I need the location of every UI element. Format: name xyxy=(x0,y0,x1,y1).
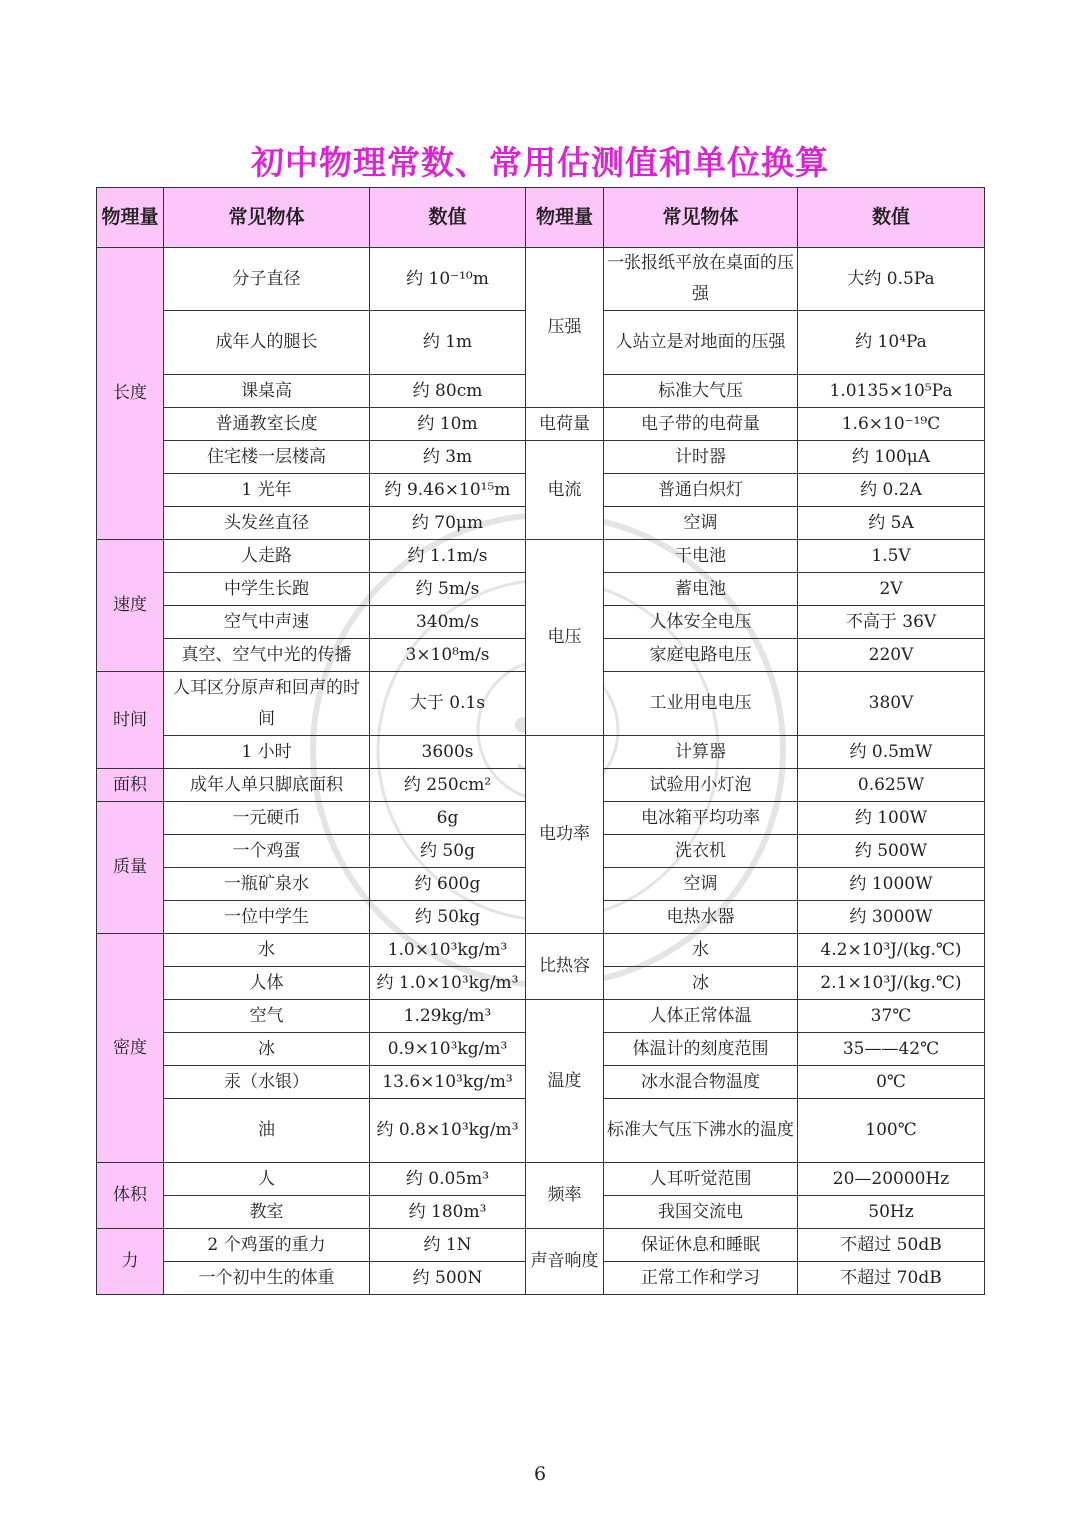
value-cell: 约 0.05m³ xyxy=(370,1163,526,1196)
object-cell: 水 xyxy=(164,934,370,967)
header-quantity: 物理量 xyxy=(526,188,604,248)
value-cell: 约 1.1m/s xyxy=(370,540,526,573)
value-cell: 约 500W xyxy=(798,835,985,868)
object-cell: 试验用小灯泡 xyxy=(604,769,798,802)
object-cell: 冰 xyxy=(604,967,798,1000)
object-cell: 空调 xyxy=(604,507,798,540)
object-cell: 头发丝直径 xyxy=(164,507,370,540)
object-cell: 普通教室长度 xyxy=(164,408,370,441)
object-cell: 体温计的刻度范围 xyxy=(604,1033,798,1066)
object-cell: 空气中声速 xyxy=(164,606,370,639)
value-cell: 大约 0.5Pa xyxy=(798,248,985,311)
object-cell: 我国交流电 xyxy=(604,1196,798,1229)
object-cell: 汞（水银） xyxy=(164,1066,370,1099)
object-cell: 空调 xyxy=(604,868,798,901)
value-cell: 约 1000W xyxy=(798,868,985,901)
value-cell: 约 70μm xyxy=(370,507,526,540)
value-cell: 约 600g xyxy=(370,868,526,901)
object-cell: 普通白炽灯 xyxy=(604,474,798,507)
value-cell: 100℃ xyxy=(798,1099,985,1163)
value-cell: 约 80cm xyxy=(370,375,526,408)
header-value: 数值 xyxy=(798,188,985,248)
value-cell: 约 10m xyxy=(370,408,526,441)
table-header-row xyxy=(97,188,985,248)
value-cell: 35——42℃ xyxy=(798,1033,985,1066)
quantity-cell: 长度 xyxy=(97,248,164,540)
quantity-cell: 体积 xyxy=(97,1163,164,1229)
value-cell: 3600s xyxy=(370,736,526,769)
value-cell: 约 10⁴Pa xyxy=(798,311,985,375)
object-cell: 一瓶矿泉水 xyxy=(164,868,370,901)
value-cell: 37℃ xyxy=(798,1000,985,1033)
object-cell: 洗衣机 xyxy=(604,835,798,868)
object-cell: 电热水器 xyxy=(604,901,798,934)
object-cell: 人站立是对地面的压强 xyxy=(604,311,798,375)
table-row xyxy=(97,1163,985,1196)
table-row xyxy=(97,248,985,311)
value-cell: 约 5m/s xyxy=(370,573,526,606)
object-cell: 人体正常体温 xyxy=(604,1000,798,1033)
value-cell: 约 50kg xyxy=(370,901,526,934)
value-cell: 220V xyxy=(798,639,985,672)
quantity-cell: 温度 xyxy=(526,1000,604,1163)
value-cell: 2.1×10³J/(kg.℃) xyxy=(798,967,985,1000)
object-cell: 教室 xyxy=(164,1196,370,1229)
value-cell: 约 1.0×10³kg/m³ xyxy=(370,967,526,1000)
value-cell: 1.6×10⁻¹⁹C xyxy=(798,408,985,441)
value-cell: 1.0135×10⁵Pa xyxy=(798,375,985,408)
value-cell: 0.625W xyxy=(798,769,985,802)
object-cell: 家庭电路电压 xyxy=(604,639,798,672)
value-cell: 约 0.5mW xyxy=(798,736,985,769)
table-row xyxy=(97,1000,985,1033)
page-title: 初中物理常数、常用估测值和单位换算 xyxy=(251,143,829,182)
value-cell: 约 1N xyxy=(370,1229,526,1262)
object-cell: 保证休息和睡眠 xyxy=(604,1229,798,1262)
value-cell: 约 0.2A xyxy=(798,474,985,507)
object-cell: 冰 xyxy=(164,1033,370,1066)
value-cell: 0.9×10³kg/m³ xyxy=(370,1033,526,1066)
object-cell: 空气 xyxy=(164,1000,370,1033)
object-cell: 人耳听觉范围 xyxy=(604,1163,798,1196)
physics-constants-table xyxy=(96,187,985,1295)
quantity-cell: 压强 xyxy=(526,248,604,408)
table-row xyxy=(97,540,985,573)
quantity-cell: 频率 xyxy=(526,1163,604,1229)
object-cell: 蓄电池 xyxy=(604,573,798,606)
object-cell: 电冰箱平均功率 xyxy=(604,802,798,835)
quantity-cell: 电功率 xyxy=(526,736,604,934)
object-cell: 2 个鸡蛋的重力 xyxy=(164,1229,370,1262)
value-cell: 不超过 70dB xyxy=(798,1262,985,1295)
value-cell: 13.6×10³kg/m³ xyxy=(370,1066,526,1099)
object-cell: 人体 xyxy=(164,967,370,1000)
value-cell: 约 250cm² xyxy=(370,769,526,802)
header-value: 数值 xyxy=(370,188,526,248)
value-cell: 约 5A xyxy=(798,507,985,540)
object-cell: 人走路 xyxy=(164,540,370,573)
value-cell: 3×10⁸m/s xyxy=(370,639,526,672)
value-cell: 约 1m xyxy=(370,311,526,375)
header-object: 常见物体 xyxy=(604,188,798,248)
object-cell: 人耳区分原声和回声的时间 xyxy=(164,672,370,736)
object-cell: 标准大气压下沸水的温度 xyxy=(604,1099,798,1163)
object-cell: 一个初中生的体重 xyxy=(164,1262,370,1295)
value-cell: 340m/s xyxy=(370,606,526,639)
quantity-cell: 密度 xyxy=(97,934,164,1163)
value-cell: 约 3m xyxy=(370,441,526,474)
value-cell: 约 50g xyxy=(370,835,526,868)
value-cell: 约 9.46×10¹⁵m xyxy=(370,474,526,507)
object-cell: 住宅楼一层楼高 xyxy=(164,441,370,474)
quantity-cell: 电荷量 xyxy=(526,408,604,441)
object-cell: 工业用电电压 xyxy=(604,672,798,736)
object-cell: 一个鸡蛋 xyxy=(164,835,370,868)
object-cell: 一张报纸平放在桌面的压强 xyxy=(604,248,798,311)
table-row xyxy=(97,1229,985,1262)
table-row xyxy=(97,441,985,474)
object-cell: 正常工作和学习 xyxy=(604,1262,798,1295)
object-cell: 人 xyxy=(164,1163,370,1196)
value-cell: 50Hz xyxy=(798,1196,985,1229)
value-cell: 不高于 36V xyxy=(798,606,985,639)
object-cell: 计时器 xyxy=(604,441,798,474)
object-cell: 水 xyxy=(604,934,798,967)
quantity-cell: 力 xyxy=(97,1229,164,1295)
quantity-cell: 质量 xyxy=(97,802,164,934)
value-cell: 约 0.8×10³kg/m³ xyxy=(370,1099,526,1163)
object-cell: 油 xyxy=(164,1099,370,1163)
object-cell: 标准大气压 xyxy=(604,375,798,408)
quantity-cell: 速度 xyxy=(97,540,164,672)
quantity-cell: 时间 xyxy=(97,672,164,769)
table-row xyxy=(97,934,985,967)
table-row xyxy=(97,736,985,769)
header-quantity: 物理量 xyxy=(97,188,164,248)
object-cell: 计算器 xyxy=(604,736,798,769)
value-cell: 20—20000Hz xyxy=(798,1163,985,1196)
value-cell: 约 100W xyxy=(798,802,985,835)
value-cell: 约 10⁻¹⁰m xyxy=(370,248,526,311)
value-cell: 0℃ xyxy=(798,1066,985,1099)
object-cell: 人体安全电压 xyxy=(604,606,798,639)
value-cell: 1.5V xyxy=(798,540,985,573)
value-cell: 约 100μA xyxy=(798,441,985,474)
page-number: 6 xyxy=(533,1463,547,1485)
object-cell: 1 小时 xyxy=(164,736,370,769)
value-cell: 380V xyxy=(798,672,985,736)
object-cell: 真空、空气中光的传播 xyxy=(164,639,370,672)
value-cell: 2V xyxy=(798,573,985,606)
value-cell: 1.0×10³kg/m³ xyxy=(370,934,526,967)
value-cell: 4.2×10³J/(kg.℃) xyxy=(798,934,985,967)
value-cell: 1.29kg/m³ xyxy=(370,1000,526,1033)
value-cell: 约 180m³ xyxy=(370,1196,526,1229)
object-cell: 电子带的电荷量 xyxy=(604,408,798,441)
value-cell: 大于 0.1s xyxy=(370,672,526,736)
object-cell: 冰水混合物温度 xyxy=(604,1066,798,1099)
value-cell: 不超过 50dB xyxy=(798,1229,985,1262)
object-cell: 干电池 xyxy=(604,540,798,573)
object-cell: 一位中学生 xyxy=(164,901,370,934)
quantity-cell: 声音响度 xyxy=(526,1229,604,1295)
header-object: 常见物体 xyxy=(164,188,370,248)
object-cell: 分子直径 xyxy=(164,248,370,311)
object-cell: 成年人单只脚底面积 xyxy=(164,769,370,802)
value-cell: 6g xyxy=(370,802,526,835)
value-cell: 约 500N xyxy=(370,1262,526,1295)
object-cell: 中学生长跑 xyxy=(164,573,370,606)
quantity-cell: 电压 xyxy=(526,540,604,736)
value-cell: 约 3000W xyxy=(798,901,985,934)
object-cell: 一元硬币 xyxy=(164,802,370,835)
quantity-cell: 比热容 xyxy=(526,934,604,1000)
quantity-cell: 电流 xyxy=(526,441,604,540)
object-cell: 课桌高 xyxy=(164,375,370,408)
object-cell: 1 光年 xyxy=(164,474,370,507)
quantity-cell: 面积 xyxy=(97,769,164,802)
table-row xyxy=(97,408,985,441)
object-cell: 成年人的腿长 xyxy=(164,311,370,375)
